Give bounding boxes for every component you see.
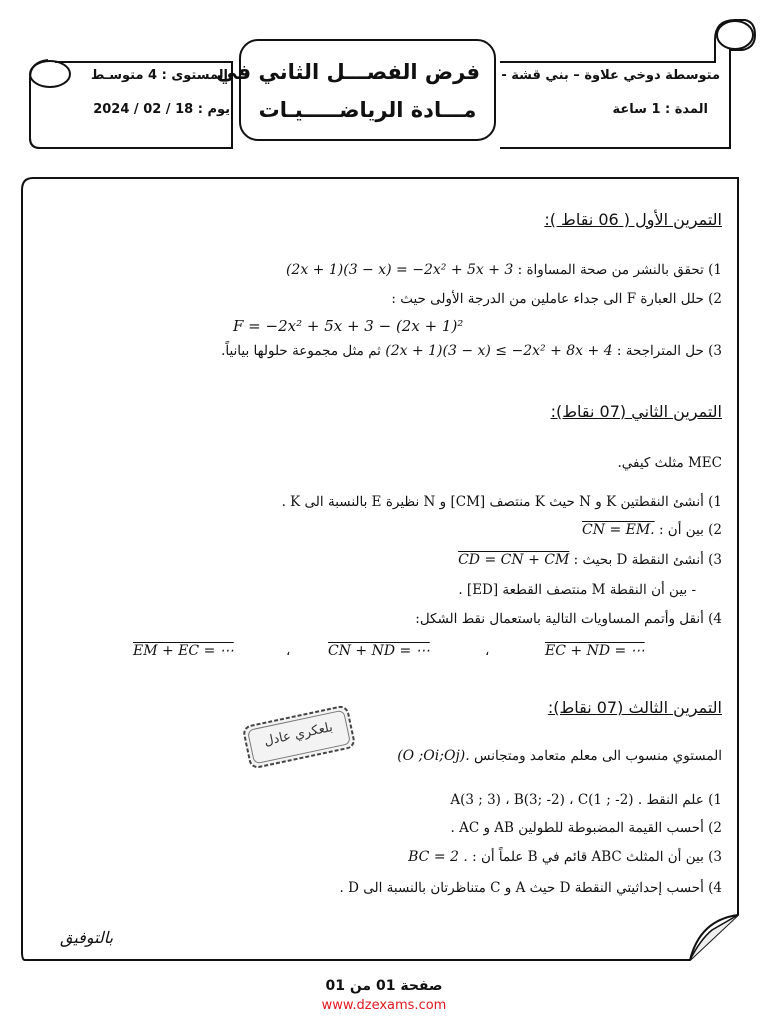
- ex1-q3: [221, 343, 722, 359]
- stamp-text: بلعكري عادل: [262, 719, 335, 750]
- ex3-q2: 2) أحسب القيمة المضبوطة للطولين AB و AC .: [450, 820, 722, 836]
- header-frame: [0, 0, 768, 175]
- ex3-q3-text: 3) بين أن المثلث ABC قائم في B علماً أن :: [472, 849, 722, 865]
- closing-wish: بالتوفيق: [60, 928, 114, 947]
- ex2-q2-math: CN = EM.: [582, 522, 655, 538]
- exam-duration: المدة : 1 ساعة: [612, 102, 708, 117]
- ex2-eq3: EC + ND = ⋯: [545, 643, 645, 659]
- ex2-intro: MEC مثلث كيفي.: [617, 455, 722, 471]
- ex3-q1: [450, 792, 722, 808]
- ex2-q3-sub: - بين أن النقطة M منتصف القطعة [ED] .: [458, 582, 696, 598]
- ex1-q3-text: 3) حل المتراجحة :: [616, 343, 722, 359]
- ex1-q3-math: (2x + 1)(3 − x) ≤ −2x² + 8x + 4: [385, 343, 613, 359]
- ex2-sep1: ،: [286, 643, 291, 659]
- page-number: صفحة 01 من 01: [325, 978, 443, 994]
- ex2-q2-text: 2) بين أن :: [658, 522, 722, 538]
- ex3-q1-text: 1) علم النقط: [646, 792, 722, 808]
- ex3-intro: [397, 748, 722, 764]
- ex3-q3-math: BC = 2 .: [408, 849, 468, 865]
- ex2-sep2: ،: [485, 643, 490, 659]
- exam-title-line2: مـــادة الرياضـــــيـات: [258, 98, 477, 122]
- exercise2-title: [551, 402, 722, 421]
- exercise2-title-text: التمرين الثاني (07 نقاط):: [550, 402, 722, 421]
- ex1-q2-math: F = −2x² + 5x + 3 − (2x + 1)²: [233, 317, 464, 335]
- ex2-eq2: CN + ND = ⋯: [328, 643, 430, 659]
- exam-date: يوم : 18 / 02 / 2024: [93, 102, 230, 117]
- exercise3-title-text: التمرين الثالث (07 نقاط):: [547, 698, 722, 717]
- site-link[interactable]: www.dzexams.com: [321, 998, 447, 1013]
- ex1-q1: [286, 262, 722, 278]
- ex1-q2-text: 2) حلل العبارة F الى جداء عاملين من الدرجة الأولى حيث :: [391, 291, 722, 307]
- ex2-q2: [582, 522, 722, 538]
- ex1-q2: [391, 291, 722, 307]
- school-name: متوسطة دوخي علاوة – بني قشة -: [501, 68, 720, 83]
- ex2-q3-text: 3) أنشئ النقطة D بحيث :: [573, 552, 722, 568]
- class-level: المستوى : 4 متوسـط: [90, 68, 228, 83]
- ex3-q4: 4) أحسب إحداثيتي النقطة D حيث A و C متناظرتان بالنسبة الى D .: [339, 880, 722, 896]
- ex2-q1: 1) أنشئ النقطتين K و N حيث K منتصف [CM] و N نظيرة E بالنسبة الى K .: [281, 494, 722, 510]
- ex3-q3: [408, 849, 722, 865]
- ex3-q1-points: A(3 ; 3) ، B(3; -2) ، C(1 ; -2) .: [450, 792, 643, 808]
- ex2-eq1: EM + EC = ⋯: [133, 643, 234, 659]
- ex2-q4: 4) أنقل وأتمم المساويات التالية باستعمال نقط الشكل:: [415, 611, 722, 627]
- exercise3-title: [548, 698, 722, 717]
- exercise1-title-text: التمرين الأول ( 06 نقاط ):: [544, 210, 722, 229]
- ex2-q3-math: CD = CN + CM: [458, 552, 570, 568]
- ex1-q1-text: 1) تحقق بالنشر من صحة المساواة :: [517, 262, 722, 278]
- ex2-q3: [458, 552, 722, 568]
- ex3-intro-math: (O ;Oi;Oj).: [397, 748, 470, 764]
- exam-title-line1: فرض الفصـــل الثاني في: [216, 60, 480, 84]
- ex1-q3-tail: ثم مثل مجموعة حلولها بيانياً.: [221, 343, 381, 359]
- ex1-q1-math: (2x + 1)(3 − x) = −2x² + 5x + 3: [285, 262, 514, 278]
- ex3-intro-text: المستوي منسوب الى معلم متعامد ومتجانس: [474, 748, 722, 764]
- exercise1-title: [544, 210, 722, 229]
